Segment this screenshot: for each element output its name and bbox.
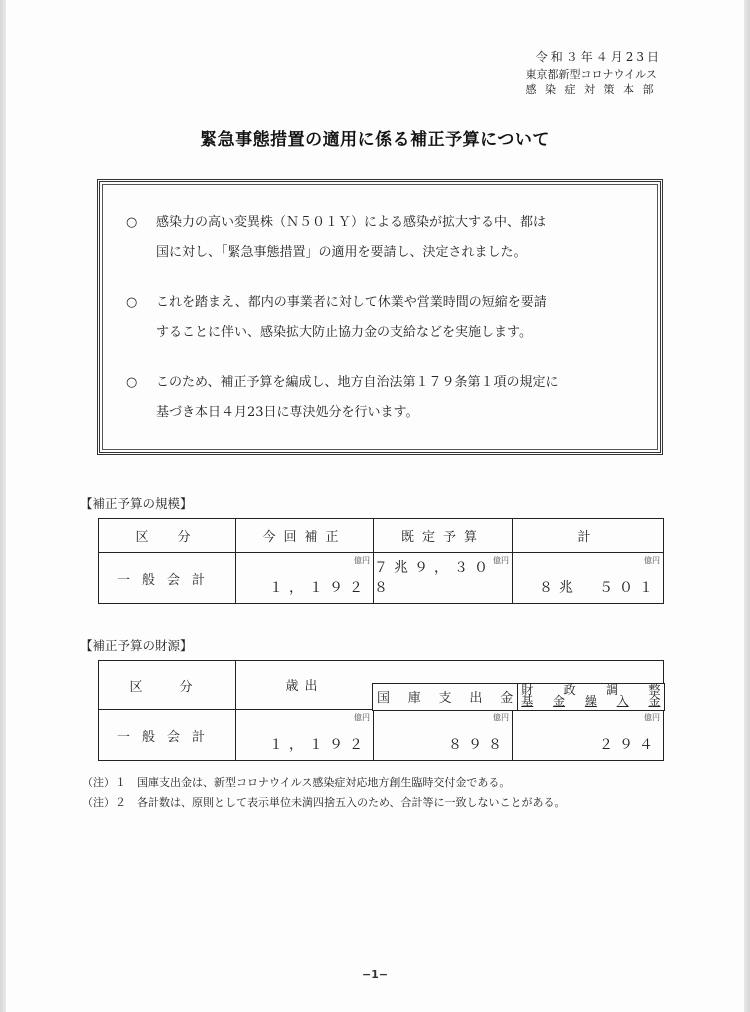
bullet-line: 基づき本日４月23日に専決処分を行います。 (156, 405, 419, 420)
header-expenditure-group (236, 661, 664, 710)
footnote: （注）１ 国庫支出金は、新型コロナウイルス感染症対応地方創生臨時交付金である。 (82, 776, 511, 789)
header-this-supplement: 今回補正 (236, 519, 374, 553)
table-header-row (99, 519, 664, 553)
header-char: 入 (616, 693, 629, 708)
row-label-general-account: 一般会計 (99, 710, 236, 761)
table-row (99, 553, 664, 604)
header-char: 基 (521, 693, 534, 708)
page-number: −1− (361, 968, 389, 981)
header-char: 繰 (584, 693, 597, 708)
header-existing-budget: 既定予算 (374, 519, 513, 553)
cell-total (513, 553, 664, 604)
cell-this-supplement (236, 553, 374, 604)
header-char: 財 (521, 682, 534, 697)
page-edge-right (744, 0, 750, 1012)
header-category: 区 分 (99, 661, 236, 710)
header-char: 出 (469, 691, 483, 706)
circle-bullet-icon: ○ (126, 295, 138, 310)
header-char: 庫 (407, 691, 421, 706)
budget-source-table (98, 660, 664, 761)
value: ８９８ (448, 737, 508, 753)
bullet-line: このため、補正予算を編成し、地方自治法第１７９条第１項の規定に (156, 375, 559, 390)
header-char: 金 (648, 693, 661, 708)
unit-label: 億円 (644, 713, 660, 722)
table-row (99, 710, 664, 761)
header-sources (372, 683, 665, 711)
header-char: 金 (500, 691, 514, 706)
header-char: 国 (377, 691, 391, 706)
budget-scale-label: 【補正予算の規模】 (80, 496, 193, 511)
circle-bullet-icon: ○ (126, 215, 138, 230)
header-char: 調 (606, 682, 619, 697)
issuer-line-2: 感染症対策本部 (525, 83, 662, 96)
header-char: 整 (648, 682, 661, 697)
summary-bullet (126, 288, 640, 348)
header-fiscal-fund (518, 683, 664, 711)
value: ２９４ (599, 737, 659, 753)
unit-label: 億円 (493, 713, 509, 722)
issuer-line-1: 東京都新型コロナウイルス (525, 68, 657, 81)
budget-source-label: 【補正予算の財源】 (80, 638, 193, 653)
header-expenditure: 歳出 (285, 679, 324, 694)
header-char: 支 (438, 691, 452, 706)
value: ８兆 ５０１ (539, 580, 659, 596)
circle-bullet-icon: ○ (126, 375, 138, 390)
page-edge-left (0, 0, 6, 1012)
value: ７兆９，３０８ (374, 560, 494, 596)
header-char: 政 (563, 682, 576, 697)
cell-existing-budget (374, 553, 513, 604)
table-header-row (99, 661, 664, 710)
footnote: （注）２ 各計数は、原則として表示単位未満四捨五入のため、合計等に一致しないことがある。 (82, 796, 566, 809)
unit-label: 億円 (644, 556, 660, 565)
summary-box (97, 179, 663, 455)
bullet-line: これを踏まえ、都内の事業者に対して休業や営業時間の短縮を要請 (156, 295, 547, 310)
header-category: 区 分 (99, 519, 236, 553)
value: １，１９２ (269, 580, 369, 596)
document-title: 緊急事態措置の適用に係る補正予算について (200, 130, 550, 150)
bullet-line: 国に対し、「緊急事態措置」の適用を要請し、決定されました。 (156, 245, 527, 260)
document-date: 令和３年４月23日 (535, 50, 662, 64)
header-national-treasury (372, 683, 518, 711)
document-header (526, 50, 663, 97)
cell-national-treasury (374, 710, 513, 761)
bullet-line: することに伴い、感染拡大防止協力金の支給などを実施します。 (156, 325, 532, 340)
budget-scale-table (98, 518, 664, 604)
unit-label: 億円 (354, 713, 370, 722)
header-total: 計 (513, 519, 664, 553)
summary-bullet (126, 368, 640, 428)
cell-fiscal-fund (513, 710, 664, 761)
summary-bullet (126, 208, 640, 268)
unit-label: 億円 (493, 556, 509, 565)
header-char: 金 (553, 693, 566, 708)
row-label-general-account: 一般会計 (99, 553, 236, 604)
bullet-line: 感染力の高い変異株（Ｎ５０１Ｙ）による感染が拡大する中、都は (156, 215, 547, 230)
footnotes (82, 773, 566, 813)
value: １，１９２ (269, 737, 369, 753)
unit-label: 億円 (354, 556, 370, 565)
cell-expenditure (236, 710, 374, 761)
